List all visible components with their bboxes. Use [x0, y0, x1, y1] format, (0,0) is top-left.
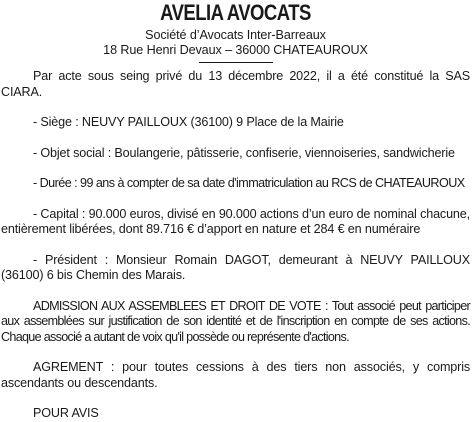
paragraph-siege: - Siège : NEUVY PAILLOUX (36100) 9 Place de la Mairie	[33, 115, 344, 129]
header-divider	[199, 62, 273, 63]
paragraph-agrement: AGREMENT : pour toutes cessions à des tiers non associés, y compris ascendants ou descendants.	[1, 360, 470, 390]
paragraph-capital: - Capital : 90.000 euros, divisé en 90.000 actions d’un euro de nominal chacune, entièrement libérées, dont 89.716 € d’apport en nature et 284 € en numéraire	[1, 206, 470, 236]
paragraph-duree: - Durée : 99 ans à compter de sa date d'immatriculation au RCS de CHATEAUROUX	[33, 176, 465, 190]
paragraph-admission: ADMISSION AUX ASSEMBLEES ET DROIT DE VOTE : Tout associé peut participer aux assemblées sur justification de son identité et de l'inscription en compte de ses actions. Chaque associé a autant de voix qu'il possède ou représente d'actions.	[1, 298, 470, 344]
notice-body	[1, 69, 470, 422]
paragraph-pour-avis: POUR AVIS	[33, 406, 99, 420]
notice-header	[1, 0, 470, 63]
firm-name: AVELIA AVOCATS	[160, 0, 311, 25]
paragraph-president: - Président : Monsieur Romain DAGOT, demeurant à NEUVY PAILLOUX (36100) 6 bis Chemin des Marais.	[1, 252, 470, 282]
paragraph-constitution: Par acte sous seing privé du 13 décembre 2022, il a été constitué la SAS CIARA.	[1, 69, 470, 99]
paragraph-objet-social: - Objet social : Boulangerie, pâtisserie, confiserie, viennoiseries, sandwicherie	[33, 145, 455, 160]
firm-address: 18 Rue Henri Devaux – 36000 CHATEAUROUX	[103, 43, 368, 57]
firm-description: Société d’Avocats Inter-Barreaux	[145, 28, 326, 42]
